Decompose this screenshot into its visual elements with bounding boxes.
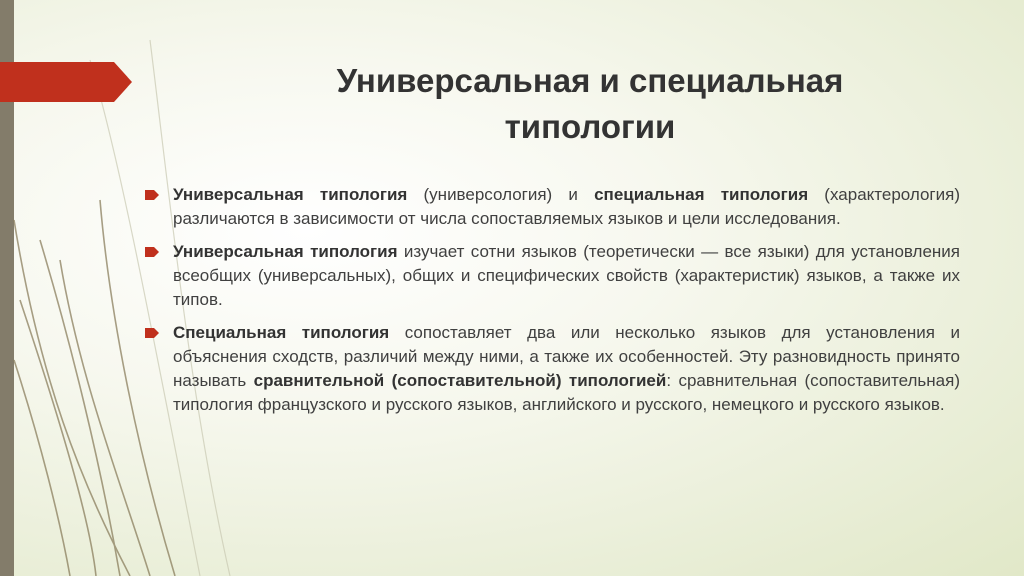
red-arrow-banner-icon [0, 62, 132, 102]
bullet-1-bold-1: Универсальная типология [173, 185, 408, 204]
bullet-3-bold-2: сравнительной (сопоставительной) типологией [253, 371, 667, 390]
bullet-3-text-2: : сравнительная (сопоставительная) типология французского и русского языков, английского и русского, немецкого и русского языков. [173, 371, 960, 414]
title-line-1: Универсальная и специальная [336, 62, 844, 99]
bullet-3-text-1: сопоставляет два или несколько языков для установления и объяснения сходств, различий между ними, а также их особенностей. Эту разновидность принято называть [173, 323, 960, 390]
bullet-1-bold-2: специальная типология [594, 185, 809, 204]
bullet-2-text-1: изучает сотни языков (теоретически — все языки) для установления всеобщих (универсальных), общих и специфических свойств (характеристик) языков, а также их типов. [173, 242, 961, 309]
slide-title [240, 58, 940, 150]
bullet-2-bold-1: Универсальная типология [173, 242, 398, 261]
red-arrow-bullet-icon [145, 190, 159, 200]
bullet-1-text-2: (характерология) различаются в зависимости от числа сопоставляемых языков и цели исследования. [173, 185, 960, 228]
bullet-list [145, 183, 960, 426]
bullet-item [145, 240, 960, 312]
red-arrow-bullet-icon [145, 247, 159, 257]
bullet-3-bold-1: Специальная типология [173, 323, 390, 342]
title-line-2: типологии [504, 108, 676, 145]
bullet-item [145, 183, 960, 231]
bullet-item [145, 321, 960, 417]
bullet-1-text-1: (универсология) и [407, 185, 595, 204]
red-arrow-bullet-icon [145, 328, 159, 338]
